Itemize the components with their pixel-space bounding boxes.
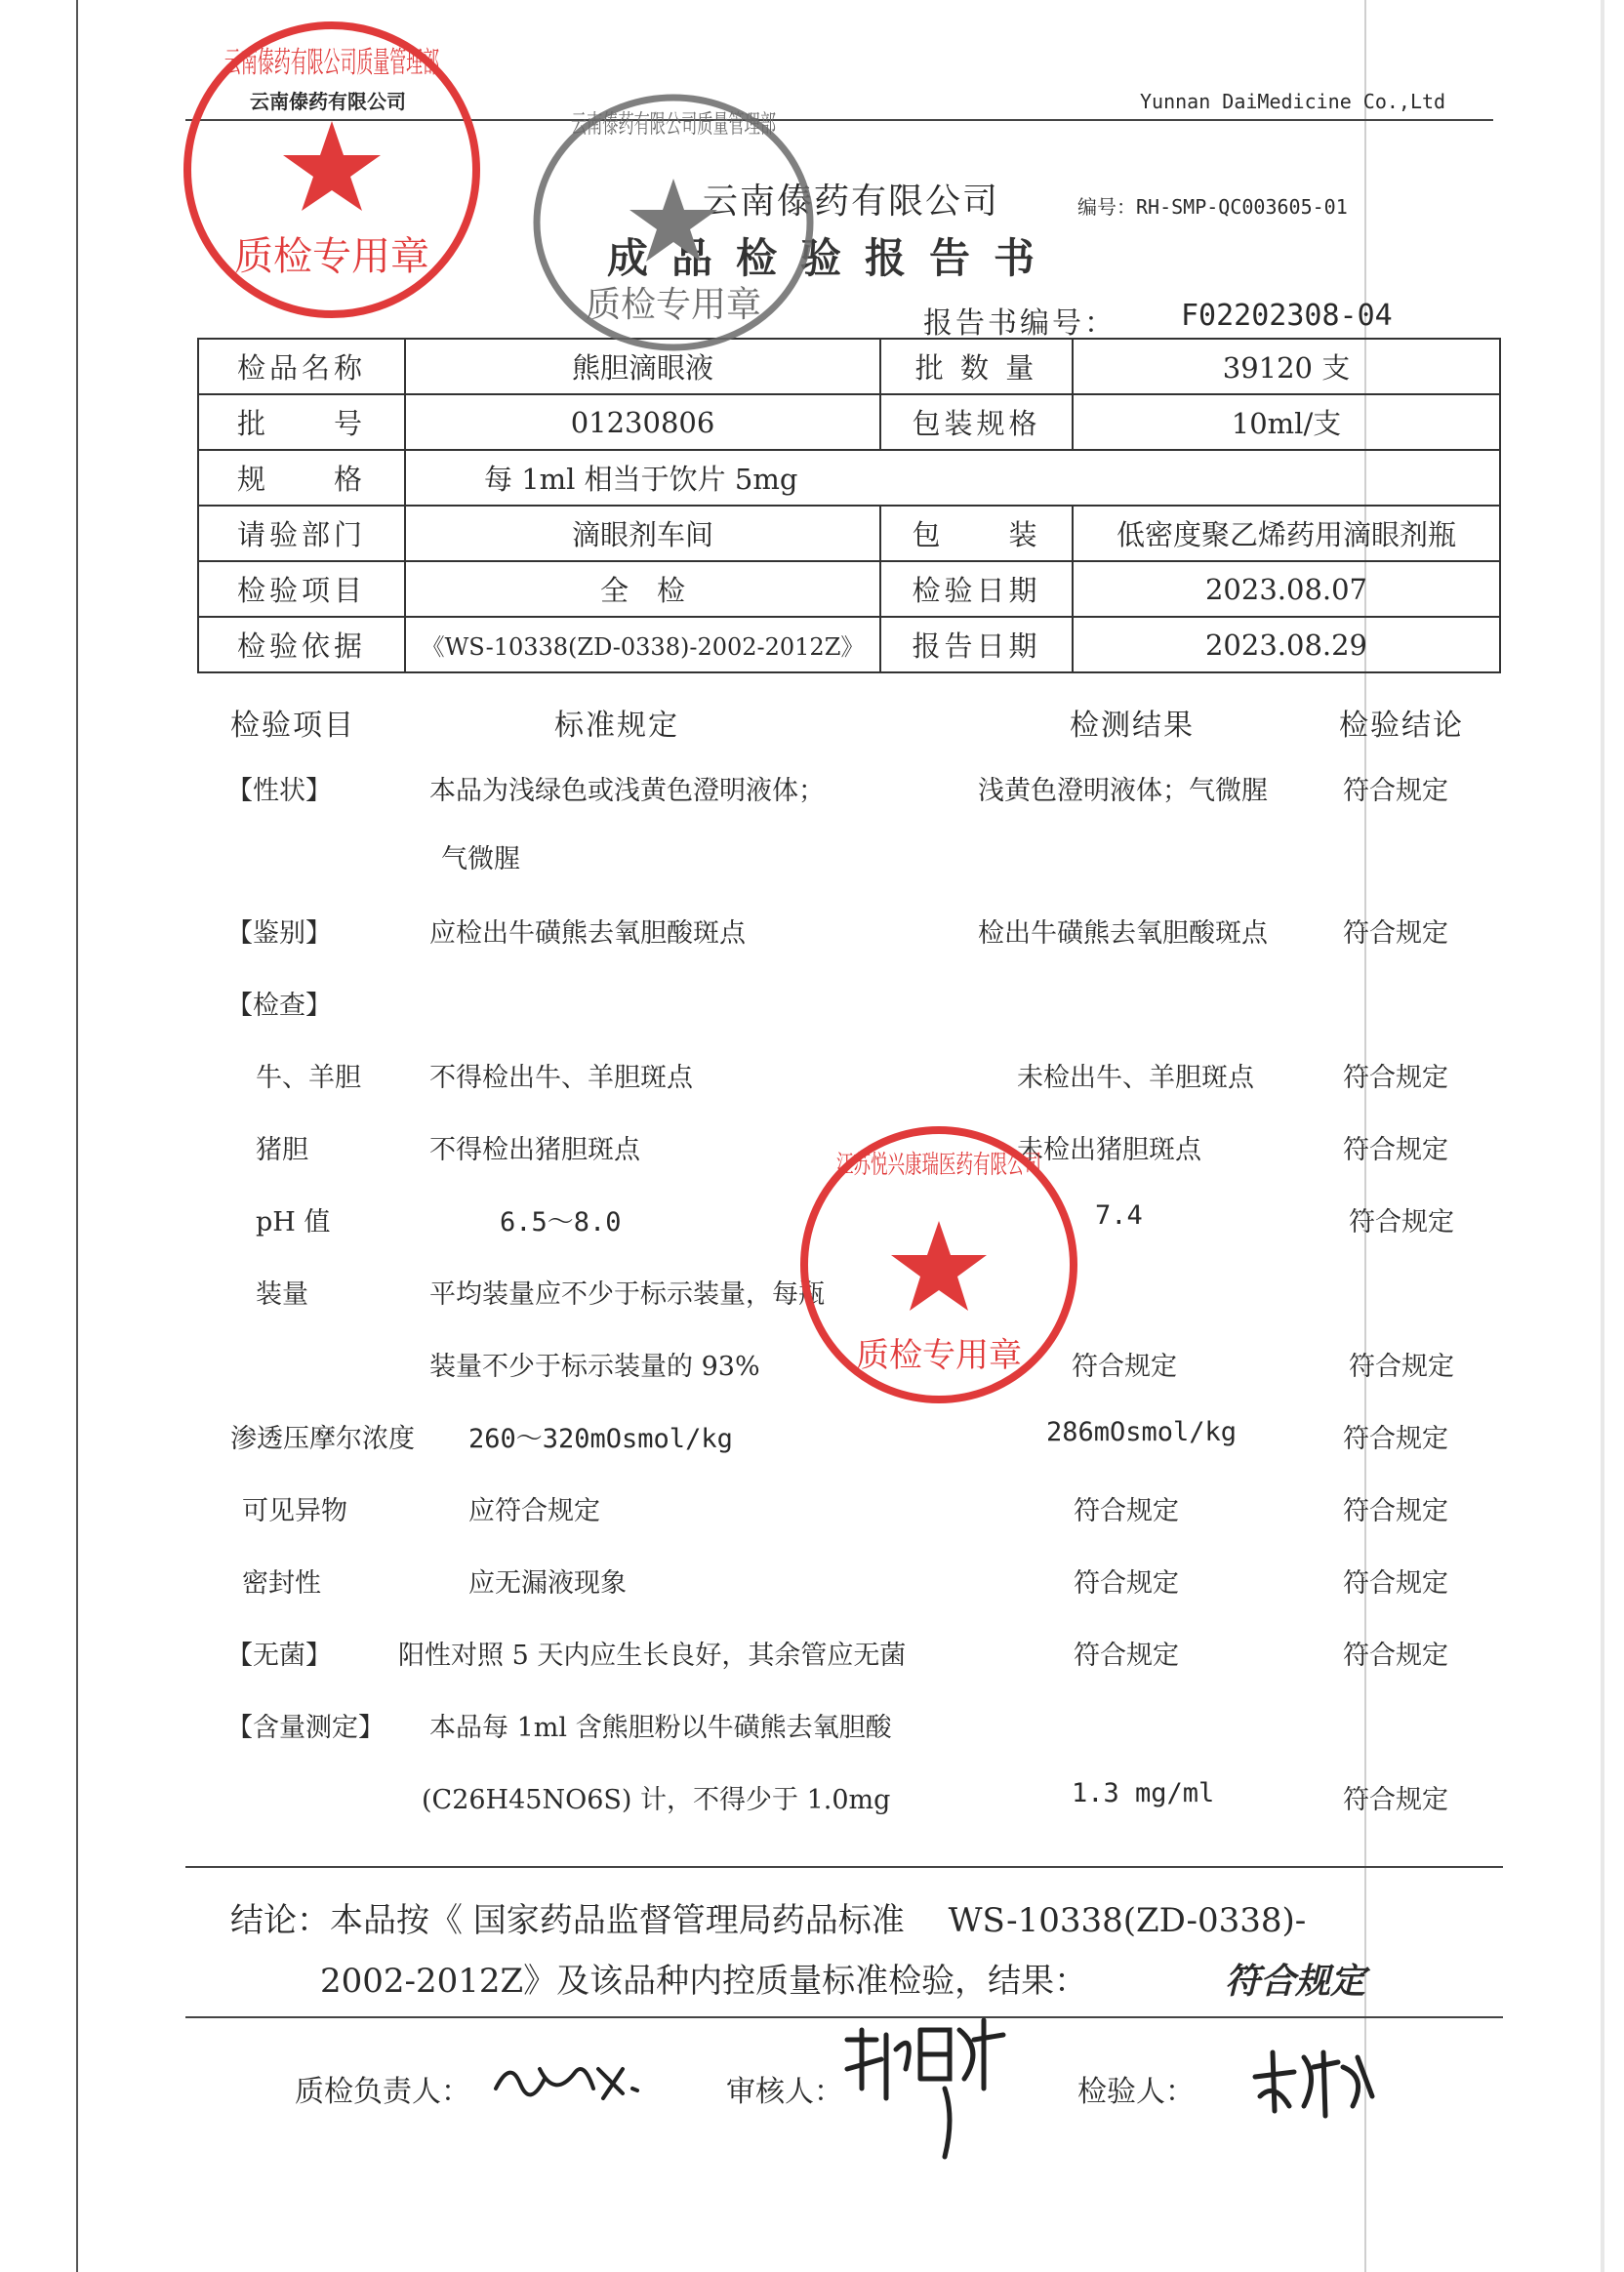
ph-conclusion: 符合规定 [1349,1207,1454,1237]
ph-standard: 6.5～8.0 [500,1207,622,1237]
bile-standard: 不得检出牛、羊胆斑点 [429,1063,693,1093]
ph-label: pH 值 [256,1207,331,1237]
company-stamp-mid [527,86,820,359]
report-number-label: 报告书编号： [923,306,1116,341]
visible-conclusion: 符合规定 [1343,1496,1448,1526]
qa-head-signature [486,2040,652,2118]
pack-spec: 10ml/支 [1073,394,1500,450]
spec-label: 规 格 [198,450,405,506]
sterile-label: 【无菌】 [226,1641,332,1671]
table-row [198,450,1500,506]
inspector-signature [1245,2038,1382,2126]
dept: 滴眼剂车间 [405,506,880,561]
fill-label: 装量 [256,1279,308,1310]
osm-result: 286mOsmol/kg [1046,1417,1238,1447]
bile-label: 牛、羊胆 [256,1063,361,1093]
visible-result: 符合规定 [1074,1496,1179,1526]
fill-standard: 平均装量应不少于标示装量，每瓶 [429,1279,825,1310]
appearance-label: 【性状】 [226,776,332,806]
osm-conclusion: 符合规定 [1343,1424,1448,1454]
stamp-mid-bottom-text: 质检专用章 [585,285,762,325]
header-company-en: Yunnan DaiMedicine Co.,Ltd [1140,90,1446,113]
assay-label: 【含量测定】 [226,1713,385,1743]
pig-conclusion: 符合规定 [1343,1135,1448,1165]
spec: 每 1ml 相当于饮片 5mg [405,450,1500,506]
stamp-right-top-text: 江苏悦兴康瑞医药有限公司 [836,1151,1041,1180]
bile-result: 未检出牛、羊胆斑点 [1017,1063,1254,1093]
osm-standard: 260～320mOsmol/kg [468,1424,733,1454]
report-number-value: F02202308-04 [1181,299,1393,333]
header-company: 云南傣药有限公司 [250,90,406,113]
batch-no: 01230806 [405,394,880,450]
stamp-mid-top-text: 云南傣药有限公司质量管理部 [571,110,776,140]
conclusion-rule-top [185,1866,1503,1868]
qa-head-label: 质检负责人： [295,2075,470,2109]
basis: 《WS-10338(ZD-0338)-2002-2012Z》 [405,617,880,672]
table-row [198,339,1500,394]
bile-conclusion: 符合规定 [1343,1063,1448,1093]
fill-conclusion: 符合规定 [1349,1352,1454,1382]
package-label: 包 装 [880,506,1073,561]
osm-label: 渗透压摩尔浓度 [230,1424,415,1454]
item: 全 检 [405,561,880,617]
appearance-standard: 本品为浅绿色或浅黄色澄明液体； [429,776,825,806]
table-row [198,561,1500,617]
table-row [198,617,1500,672]
ident-conclusion: 符合规定 [1343,918,1448,949]
appearance-standard-cont: 气微腥 [441,844,520,874]
check-label: 【检查】 [226,991,332,1021]
supplier-stamp [792,1118,1085,1411]
reviewer-label: 审核人： [726,2075,843,2109]
column-item: 检验项目 [230,709,355,743]
conclusion-line1: 结论：本品按《 国家药品监督管理局药品标准 WS-10338(ZD-0338)- [230,1901,1307,1940]
seal-standard: 应无漏液现象 [468,1568,627,1599]
package: 低密度聚乙烯药用滴眼剂瓶 [1073,506,1500,561]
seal-label: 密封性 [242,1568,321,1599]
appearance-conclusion: 符合规定 [1343,776,1448,806]
conclusion-line2: 2002-2012Z》及该品种内控质量标准检验，结果： [320,1962,1088,2001]
appearance-result: 浅黄色澄明液体；气微腥 [978,776,1268,806]
pack-spec-label: 包装规格 [880,394,1073,450]
column-result: 检测结果 [1070,709,1195,743]
column-standard: 标准规定 [554,709,679,743]
ident-standard: 应检出牛磺熊去氧胆酸斑点 [429,918,746,949]
sterile-conclusion: 符合规定 [1343,1641,1448,1671]
assay-standard-cont: (C26H45NO6S) 计，不得少于 1.0mg [422,1785,891,1815]
company-stamp-left [176,14,488,326]
product-name: 熊胆滴眼液 [405,339,880,394]
ident-label: 【鉴别】 [226,918,332,949]
stamp-left-bottom-text: 质检专用章 [234,234,429,279]
seal-result: 符合规定 [1074,1568,1179,1599]
report-date-label: 报告日期 [880,617,1073,672]
inspector-label: 检验人： [1077,2075,1195,2109]
stamp-right-bottom-text: 质检专用章 [856,1336,1022,1375]
sterile-result: 符合规定 [1074,1641,1179,1671]
visible-standard: 应符合规定 [468,1496,600,1526]
item-label: 检验项目 [198,561,405,617]
pig-standard: 不得检出猪胆斑点 [429,1135,640,1165]
page-edge [1601,0,1604,2272]
pig-result: 未检出猪胆斑点 [1017,1135,1201,1165]
table-row [198,394,1500,450]
scan-edge-line [76,0,78,2272]
test-date: 2023.08.07 [1073,561,1500,617]
document-number: 编号：RH-SMP-QC003605-01 [1077,195,1348,219]
table-row [198,506,1500,561]
stamp-left-top-text: 云南傣药有限公司质量管理部 [224,46,439,80]
assay-result: 1.3 mg/ml [1072,1778,1215,1808]
batch-no-label: 批 号 [198,394,405,450]
test-date-label: 检验日期 [880,561,1073,617]
info-table [197,338,1501,673]
product-name-label: 检品名称 [198,339,405,394]
report-date: 2023.08.29 [1073,617,1500,672]
conclusion-result: 符合规定 [1225,1961,1366,2002]
assay-standard: 本品每 1ml 含熊胆粉以牛磺熊去氧胆酸 [429,1713,892,1743]
assay-conclusion: 符合规定 [1343,1785,1448,1815]
seal-conclusion: 符合规定 [1343,1568,1448,1599]
fill-standard-cont: 装量不少于标示装量的 93% [429,1352,760,1382]
fill-result: 符合规定 [1072,1352,1177,1382]
company-title: 云南傣药有限公司 [703,182,1000,222]
reviewer-signature [837,2010,1013,2167]
visible-label: 可见异物 [242,1496,347,1526]
ident-result: 检出牛磺熊去氧胆酸斑点 [978,918,1268,949]
batch-qty-label: 批 数 量 [880,339,1073,394]
report-title: 成品检验报告书 [607,234,1059,282]
pig-label: 猪胆 [256,1135,308,1165]
ph-result: 7.4 [1095,1200,1143,1231]
sterile-standard: 阳性对照 5 天内应生长良好，其余管应无菌 [398,1641,907,1671]
dept-label: 请验部门 [198,506,405,561]
column-conclusion: 检验结论 [1339,709,1464,743]
basis-label: 检验依据 [198,617,405,672]
batch-qty: 39120 支 [1073,339,1500,394]
